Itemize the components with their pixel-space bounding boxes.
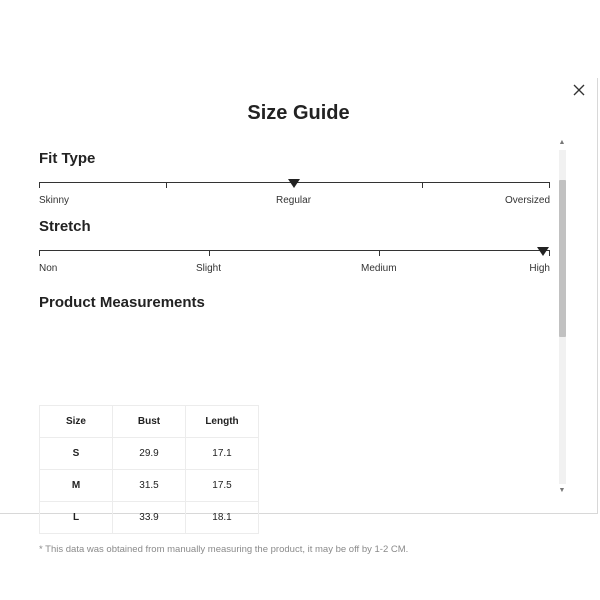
table-row	[40, 438, 259, 470]
size-guide-dialog	[0, 78, 598, 555]
stretch-tick	[379, 250, 380, 256]
stretch-label-slight: Slight	[196, 263, 222, 274]
fit-type-marker-icon	[288, 179, 300, 188]
table-row	[40, 502, 259, 534]
stretch-label-high: High	[529, 263, 550, 274]
stretch-scale	[39, 246, 550, 276]
fit-type-label-regular: Regular	[276, 195, 312, 206]
fit-type-label-skinny: Skinny	[39, 195, 70, 206]
fit-type-tick	[166, 182, 167, 188]
header-bust: Bust	[113, 406, 186, 438]
fit-type-tick	[39, 182, 40, 188]
stretch-tick	[39, 250, 40, 256]
length-cell: 17.1	[186, 438, 259, 470]
bust-cell: 33.9	[113, 502, 186, 534]
close-icon	[572, 83, 586, 97]
size-cell: S	[40, 438, 113, 470]
scroll-down-icon[interactable]: ▼	[558, 487, 566, 494]
measurements-table	[39, 405, 259, 534]
fit-type-tick	[549, 182, 550, 188]
stretch-title: Stretch	[39, 218, 91, 235]
size-cell: L	[40, 502, 113, 534]
stretch-tick	[209, 250, 210, 256]
fit-type-label-oversized: Oversized	[504, 195, 550, 206]
table-row	[40, 470, 259, 502]
header-size: Size	[40, 406, 113, 438]
scroll-up-icon[interactable]: ▲	[558, 139, 566, 146]
fit-type-tick	[422, 182, 423, 188]
dialog-content	[39, 150, 551, 555]
header-length: Length	[186, 406, 259, 438]
size-cell: M	[40, 470, 113, 502]
bust-cell: 29.9	[113, 438, 186, 470]
scrollbar-thumb[interactable]	[559, 180, 566, 337]
dialog-title: Size Guide	[247, 102, 350, 124]
fit-type-title: Fit Type	[39, 150, 96, 167]
stretch-label-non: Non	[39, 263, 58, 274]
content-scrollbar[interactable]	[557, 138, 567, 496]
table-header-row	[40, 406, 259, 438]
length-cell: 17.5	[186, 470, 259, 502]
close-button[interactable]	[572, 83, 586, 97]
length-cell: 18.1	[186, 502, 259, 534]
stretch-label-medium: Medium	[361, 263, 397, 274]
measurements-title: Product Measurements	[39, 294, 205, 311]
measurement-footnote: * This data was obtained from manually measuring the product, it may be off by 1-2 CM.	[39, 544, 409, 555]
stretch-marker-icon	[537, 247, 549, 256]
stretch-scale-line	[39, 250, 550, 251]
stretch-tick	[549, 250, 550, 256]
bust-cell: 31.5	[113, 470, 186, 502]
fit-type-scale	[39, 178, 550, 208]
